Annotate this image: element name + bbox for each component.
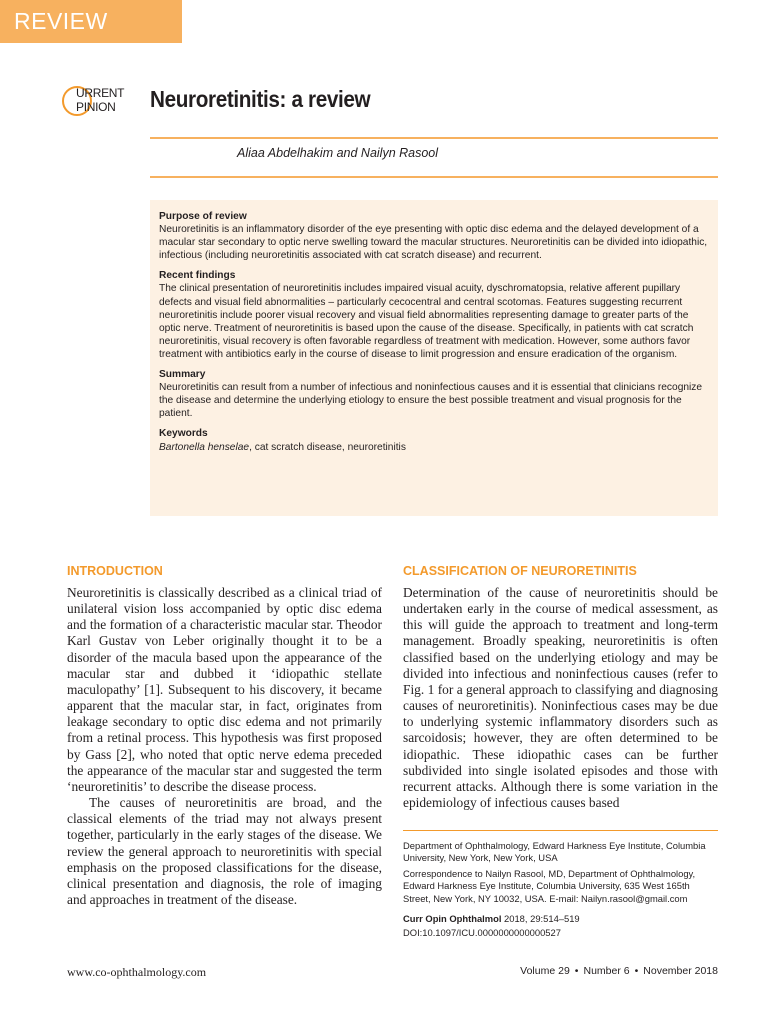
article-authors: Aliaa Abdelhakim and Nailyn Rasool [237, 146, 439, 160]
introduction-paragraph-1: Neuroretinitis is classically described as a clinical triad of unilateral vision loss accompanied by optic disc edema and the formation of a characteristic macular star. Theodor Karl Gustav von Leber originally thought it to be a disorder of the macula based upon the appearance of the macular star and dubbed it ‘idiopathic stellate maculopathy’ [1]. Subsequent to his discovery, it became apparent that the macular star, in fact, originates from leakage secondary to optic disc edema and not primarily from a retinal process. This hypothesis was first proposed by Gass [2], who noted that optic nerve edema preceded the appearance of the macular star and suggested the term ‘neuroretinitis’ to describe the disease process. [67, 585, 382, 794]
introduction-heading: INTRODUCTION [67, 564, 163, 578]
footer-issue [478, 965, 718, 977]
footnote-rule [403, 830, 718, 831]
citation-details: 2018, 29:514–519 [501, 913, 580, 924]
footer-volume: Volume 29 [520, 965, 570, 977]
right-column [403, 563, 718, 811]
footnote-correspondence: Correspondence to Nailyn Rasool, MD, Department of Ophthalmology, Edward Harkness Eye Institute, Columbia University, 635 West 165th Street, New York, NY 10032, USA. E-mail: Nailyn.rasool@gmail.com [403, 868, 696, 904]
review-banner: REVIEW [0, 0, 182, 43]
abstract-keywords-text [159, 441, 709, 454]
footer-url[interactable]: www.co-ophthalmology.com [67, 965, 207, 979]
introduction-paragraph-2: The causes of neuroretinitis are broad, and the classical elements of the triad may not always present together, particularly in the early stages of the disease. We review the general approach to neuroretinitis with special emphasis on the proposed classifications for the disease, clinical presentation and diagnosis, the role of imaging and approaches in treatment of the disease. [67, 795, 382, 907]
abstract-box [150, 200, 718, 516]
abstract-findings-heading: Recent findings [159, 270, 236, 282]
classification-paragraph-1: Determination of the cause of neuroretinitis should be undertaken early in the course of medical assessment, as this will guide the approach to treatment and long-term management. Broadly speaking, neuroretinitis is often classified based on the underlying etiology and may be divided into infectious and noninfectious causes (refer to Fig. 1 for a general approach to classifying and diagnosing causes of neuroretinitis). Noninfectious cases may be due to underlying systemic inflammatory disorders such as sarcoidosis; however, they are often determined to be idiopathic. These idiopathic cases can be further subdivided into single isolated episodes and those with recurrent attacks. Although there is some variation in the epidemiology of infectious causes based [403, 585, 718, 811]
footnote-doi: DOI:10.1097/ICU.0000000000000527 [403, 927, 561, 938]
left-column [67, 563, 382, 908]
footnote-affiliation: Department of Ophthalmology, Edward Harkness Eye Institute, Columbia University, New York, New York, USA [403, 840, 706, 864]
abstract-summary-text: Neuroretinitis can result from a number of infectious and noninfectious causes and it is essential that clinicians recognize the disease and determine the underlying etiology to ensure the best possible treatment and visual prognosis for the patient. [159, 382, 703, 420]
authors-rule [150, 176, 718, 178]
article-title: Neuroretinitis: a review [150, 86, 371, 112]
footer-number: Number 6 [583, 965, 630, 977]
abstract-purpose-heading: Purpose of review [159, 211, 247, 222]
footnote-citation [403, 913, 718, 925]
current-opinion-logo [62, 82, 134, 122]
bullet-separator: • [574, 965, 579, 977]
journal-name: Curr Opin Ophthalmol [403, 913, 502, 924]
keywords-rest: , cat scratch disease, neuroretinitis [249, 441, 406, 453]
logo-text-opinion: PINION [76, 100, 116, 114]
keyword-bartonella: Bartonella henselae [159, 441, 250, 453]
abstract-keywords-heading: Keywords [159, 428, 208, 440]
classification-heading: CLASSIFICATION OF NEURORETINITIS [403, 564, 637, 578]
abstract-purpose-text: Neuroretinitis is an inflammatory disorder of the eye presenting with optic disc edema and the delayed development of a macular star secondary to optic nerve swelling toward the macular structures. Neuroretinitis can be divided into idiopathic, infectious (including neuroretinitis associated with cat scratch disease) and recurrent. [159, 224, 708, 262]
logo-text-current: URRENT [76, 86, 125, 100]
title-rule [150, 137, 718, 139]
footer-date: November 2018 [643, 965, 718, 977]
bullet-separator: • [634, 965, 639, 977]
abstract-summary-heading: Summary [159, 369, 206, 381]
abstract-findings-text: The clinical presentation of neuroretinitis includes impaired visual acuity, dyschromatopsia, relative afferent pupillary defects and visual field abnormalities – particularly cecocentral and central scotomas. Features suggesting recurrent neuroretinitis include poorer visual recovery and visual field abnormalities representing damage to greater parts of the optic nerve. Treatment of neuroretinitis is based upon the cause of the disease. Specifically, in patients with cat scratch neuroretinitis, visual recovery is often favorable regardless of treatment with medication. However, some authors favor treatment with antibiotics early in the course of disease to limit progression and ensure eradication of the organism. [159, 283, 694, 360]
